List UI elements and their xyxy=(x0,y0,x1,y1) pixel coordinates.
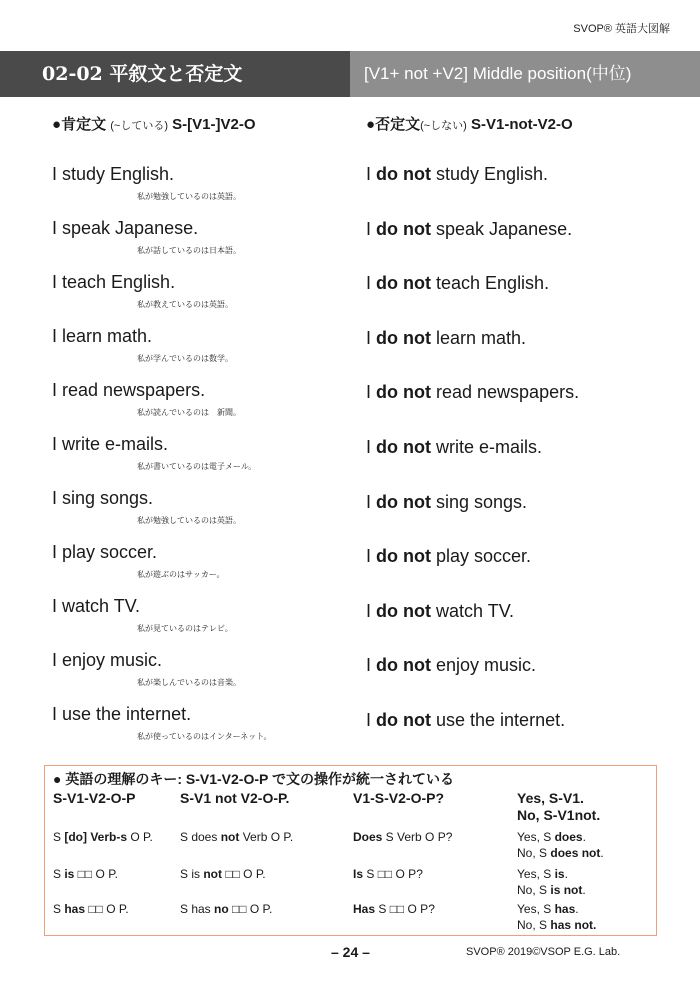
english-sentence: I teach English. xyxy=(52,272,176,292)
negation-keyword: do not xyxy=(376,327,431,348)
japanese-gloss: 私が使っているのはインターネット。 xyxy=(137,732,272,741)
japanese-gloss: 私が勉強しているのは英語。 xyxy=(137,192,241,201)
sentence-subject: I xyxy=(366,327,377,348)
negation-keyword: do not xyxy=(376,164,431,184)
cell-text: is □□ xyxy=(64,867,93,881)
list-item xyxy=(52,433,352,487)
cell-text: S has xyxy=(180,902,215,916)
list-item xyxy=(366,545,686,600)
affirmative-heading xyxy=(52,113,256,134)
english-sentence: I read newspapers. xyxy=(52,380,206,400)
list-item xyxy=(366,600,686,655)
english-sentence: I write e-mails. xyxy=(52,434,169,454)
grid-cell xyxy=(53,830,153,845)
sentence-rest: enjoy music. xyxy=(431,655,537,676)
sentence-rest: play soccer. xyxy=(431,546,532,567)
negative-title: 否定文 xyxy=(375,116,421,133)
sentence-subject: I xyxy=(366,491,377,512)
negation-keyword: do not xyxy=(376,218,431,239)
cell-text: [do] Verb-s xyxy=(64,830,128,844)
cell-text: S Verb O P? xyxy=(382,830,453,844)
cell-text: . xyxy=(582,830,586,844)
sentence-subject: I xyxy=(366,164,377,184)
negative-list xyxy=(366,163,686,764)
sentence-rest: watch TV. xyxy=(431,600,515,621)
cell-text: O P. xyxy=(92,867,118,881)
english-sentence: I study English. xyxy=(52,164,175,184)
key-box-title: ● 英語の理解のキー: S-V1-V2-O-P で文の操作が統一されている xyxy=(53,771,454,787)
bullet-icon: ● xyxy=(52,116,62,133)
grid-cell xyxy=(180,902,272,917)
key-grid xyxy=(53,788,648,932)
list-item xyxy=(366,381,686,436)
cell-text: Yes, S xyxy=(517,867,555,881)
list-item xyxy=(366,218,686,273)
grid-cell xyxy=(353,867,423,882)
cell-text: □□ O P. xyxy=(228,902,273,916)
grid-cell xyxy=(517,902,579,917)
affirmative-gloss: (~している) xyxy=(110,120,168,132)
negative-formula: S-V1-not-V2-O xyxy=(471,116,573,133)
negation-keyword: do not xyxy=(376,382,431,403)
copyright: SVOP® 2019©VSOP E.G. Lab. xyxy=(466,946,621,958)
cell-text: S is xyxy=(180,867,204,881)
affirmative-list xyxy=(52,163,352,757)
negation-keyword: do not xyxy=(376,655,431,676)
affirmative-title: 肯定文 xyxy=(61,116,107,133)
cell-text: Yes, S xyxy=(517,830,555,844)
japanese-gloss: 私が教えているのは英語。 xyxy=(137,300,233,309)
grid-cell xyxy=(517,918,596,933)
negation-keyword: do not xyxy=(376,546,431,567)
list-item xyxy=(52,217,352,271)
list-item xyxy=(366,327,686,382)
english-sentence: I play soccer. xyxy=(52,542,158,562)
sentence-subject: I xyxy=(366,218,377,239)
english-sentence: I speak Japanese. xyxy=(52,218,199,238)
japanese-gloss: 私が楽しんでいるのは音楽。 xyxy=(137,678,241,687)
list-item xyxy=(52,487,352,541)
cell-text: No, S xyxy=(517,846,551,860)
list-item xyxy=(366,272,686,327)
english-sentence: I watch TV. xyxy=(52,596,141,616)
cell-text: does not xyxy=(550,846,601,860)
sentence-subject: I xyxy=(366,546,377,567)
cell-text: S does xyxy=(180,830,221,844)
sentence-subject: I xyxy=(366,600,377,621)
list-item xyxy=(52,379,352,433)
affirmative-formula: S-[V1-]V2-O xyxy=(172,116,256,133)
grid-cell xyxy=(353,830,452,845)
sentence-subject: I xyxy=(366,382,377,403)
list-item xyxy=(52,541,352,595)
chapter-title: 02-02 平叙文と否定文 xyxy=(0,51,350,97)
english-sentence: I learn math. xyxy=(52,326,153,346)
cell-text: Does xyxy=(353,830,383,844)
cell-text: Is xyxy=(353,867,364,881)
sentence-rest: read newspapers. xyxy=(431,382,580,403)
japanese-gloss: 私が話しているのは日本語。 xyxy=(137,246,241,255)
sentence-rest: learn math. xyxy=(431,327,527,348)
list-item xyxy=(366,709,686,764)
cell-text: Has xyxy=(353,902,376,916)
cell-text: . xyxy=(582,883,586,897)
sentence-rest: teach English. xyxy=(431,273,550,294)
cell-text: does xyxy=(554,830,583,844)
grid-cell xyxy=(517,867,568,882)
column-header: Yes, S-V1. xyxy=(517,790,584,806)
grid-cell xyxy=(517,830,586,845)
cell-text: . xyxy=(575,902,579,916)
grid-cell xyxy=(53,867,118,882)
list-item xyxy=(366,436,686,491)
negation-keyword: do not xyxy=(376,600,431,621)
japanese-gloss: 私が読んでいるのは 新聞。 xyxy=(137,408,241,417)
list-item xyxy=(366,491,686,546)
top-right-label: SVOP® 英語大図解 xyxy=(573,23,670,35)
cell-text: not xyxy=(203,867,222,881)
cell-text: . xyxy=(600,846,604,860)
list-item xyxy=(52,595,352,649)
chapter-subtitle: [V1+ not +V2] Middle position(中位) xyxy=(350,51,700,97)
list-item xyxy=(52,271,352,325)
list-item xyxy=(52,703,352,757)
english-sentence: I enjoy music. xyxy=(52,650,163,670)
column-header: No, S-V1not. xyxy=(517,807,601,823)
column-header: V1-S-V2-O-P? xyxy=(353,790,445,806)
page-number: – 24 – xyxy=(331,944,370,960)
sentence-subject: I xyxy=(366,273,377,294)
negation-keyword: do not xyxy=(376,709,431,730)
negation-keyword: do not xyxy=(376,273,431,294)
cell-text: S □□ O P? xyxy=(363,867,423,881)
bullet-icon: ● xyxy=(366,116,376,133)
japanese-gloss: 私が見ているのはテレビ。 xyxy=(137,624,233,633)
negative-gloss: (~しない) xyxy=(420,120,467,132)
english-sentence: I sing songs. xyxy=(52,488,154,508)
sentence-rest: sing songs. xyxy=(431,491,528,512)
list-item xyxy=(366,163,686,218)
key-box xyxy=(44,765,657,936)
cell-text: has xyxy=(554,902,576,916)
japanese-gloss: 私が学んでいるのは数学。 xyxy=(137,354,233,363)
sentence-rest: study English. xyxy=(431,164,549,184)
cell-text: O P. xyxy=(127,830,153,844)
cell-text: is xyxy=(554,867,565,881)
cell-text: S □□ O P? xyxy=(375,902,435,916)
english-sentence: I use the internet. xyxy=(52,704,192,724)
list-item xyxy=(366,654,686,709)
cell-text: no xyxy=(214,902,229,916)
sentence-rest: write e-mails. xyxy=(431,436,543,457)
sentence-rest: use the internet. xyxy=(431,709,566,730)
list-item xyxy=(52,325,352,379)
column-header: S-V1-V2-O-P xyxy=(53,790,136,806)
japanese-gloss: 私が遊ぶのはサッカー。 xyxy=(137,570,225,579)
cell-text: Verb O P. xyxy=(239,830,294,844)
cell-text: No, S xyxy=(517,918,551,932)
sentence-subject: I xyxy=(366,655,377,676)
grid-cell xyxy=(517,883,586,898)
list-item xyxy=(52,163,352,217)
cell-text: . xyxy=(564,867,568,881)
grid-cell xyxy=(53,902,129,917)
cell-text: has □□ xyxy=(64,902,103,916)
japanese-gloss: 私が書いているのは電子メール。 xyxy=(137,462,257,471)
cell-text: No, S xyxy=(517,883,551,897)
negation-keyword: do not xyxy=(376,491,431,512)
sentence-subject: I xyxy=(366,709,377,730)
cell-text: □□ O P. xyxy=(222,867,266,881)
grid-cell xyxy=(180,867,266,882)
sentence-subject: I xyxy=(366,436,377,457)
cell-text: Yes, S xyxy=(517,902,555,916)
grid-cell xyxy=(180,830,293,845)
cell-text: not xyxy=(220,830,240,844)
cell-text: is not xyxy=(550,883,583,897)
cell-text: S xyxy=(53,902,65,916)
grid-cell xyxy=(353,902,435,917)
negation-keyword: do not xyxy=(376,436,431,457)
cell-text: S xyxy=(53,867,65,881)
cell-text: O P. xyxy=(102,902,129,916)
negative-heading xyxy=(366,113,573,134)
column-header: S-V1 not V2-O-P. xyxy=(180,790,290,806)
japanese-gloss: 私が勉強しているのは英語。 xyxy=(137,516,241,525)
list-item xyxy=(52,649,352,703)
grid-cell xyxy=(517,846,604,861)
cell-text: S xyxy=(53,830,65,844)
cell-text: has not. xyxy=(550,918,597,932)
sentence-rest: speak Japanese. xyxy=(431,218,573,239)
